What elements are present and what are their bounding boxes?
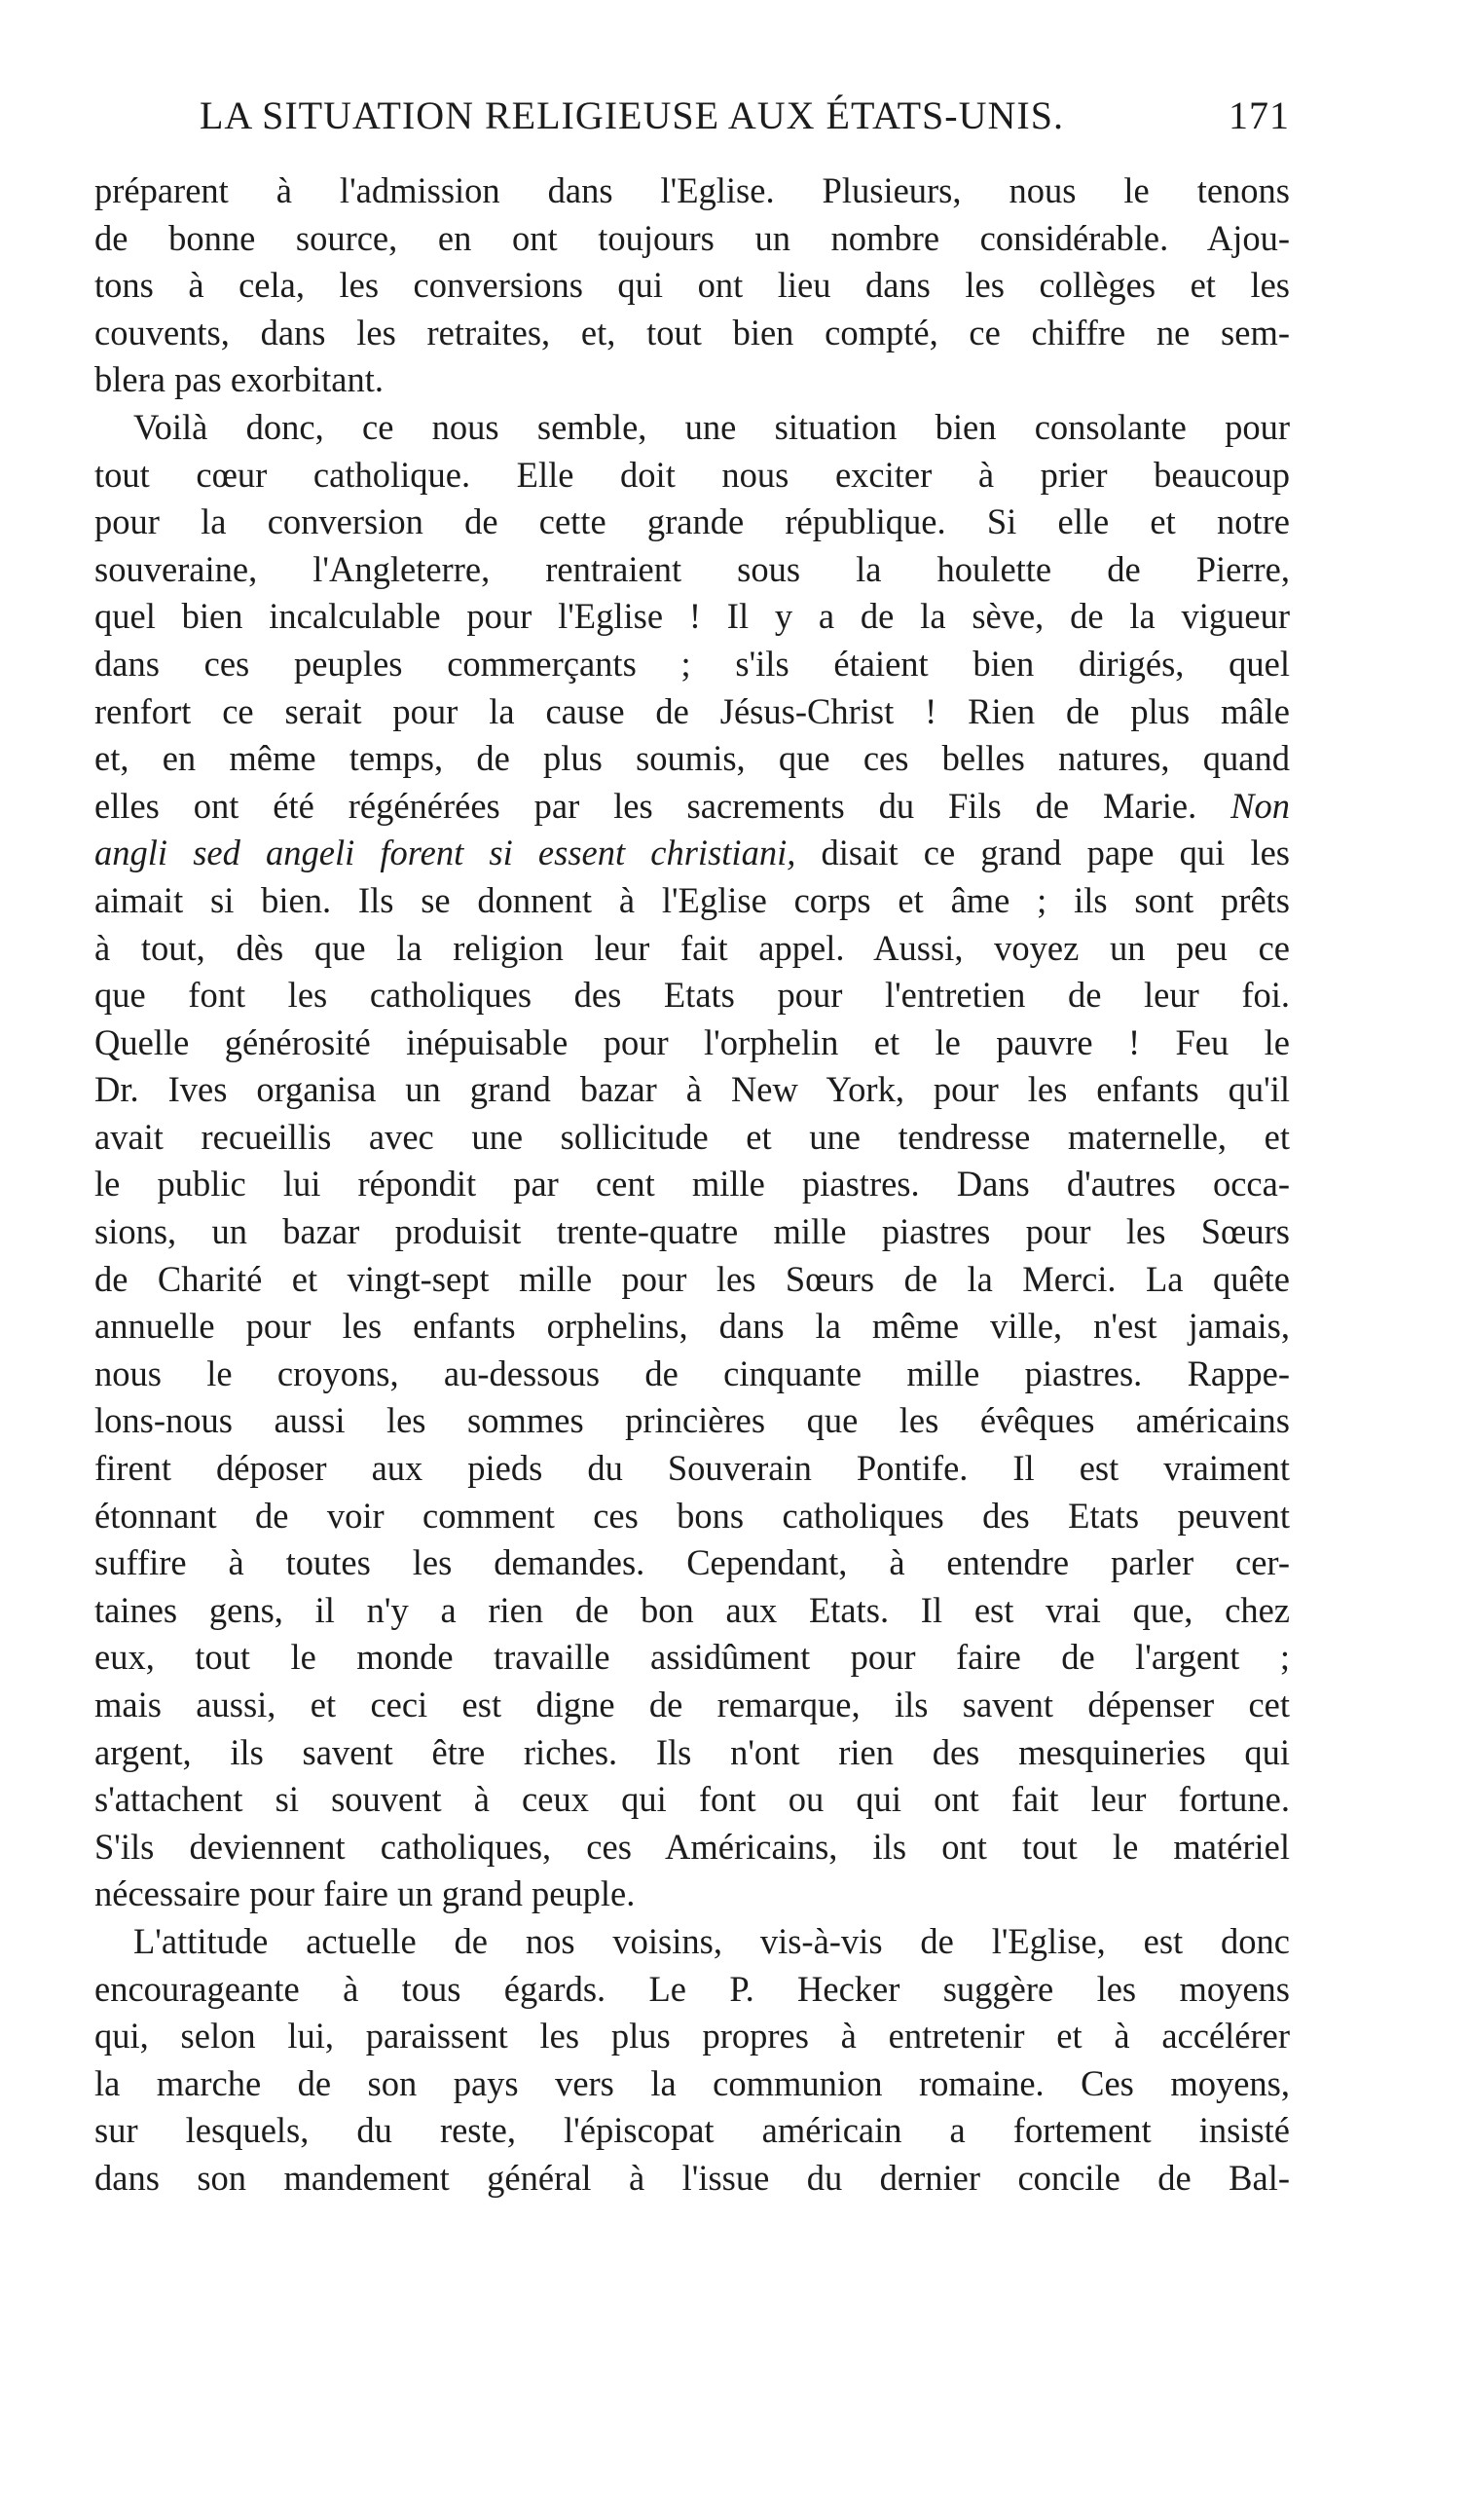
text-line: de bonne source, en ont toujours un nombre considérable. Ajou- — [94, 217, 1290, 258]
latin-quote: angli sed angeli forent si essent christiani, — [94, 833, 796, 873]
text-line: tout cœur catholique. Elle doit nous exciter à prier beaucoup — [94, 454, 1290, 495]
text-line: le public lui répondit par cent mille piastres. Dans d'autres occa- — [94, 1164, 1290, 1204]
page-number: 171 — [1229, 93, 1290, 137]
text-line: suffire à toutes les demandes. Cependant, à entendre parler cer- — [94, 1542, 1290, 1583]
running-header-title: LA SITUATION RELIGIEUSE AUX ÉTATS-UNIS. — [200, 93, 1064, 137]
text-line: renfort ce serait pour la cause de Jésus-Christ ! Rien de plus mâle — [94, 690, 1290, 731]
text-line: dans ces peuples commerçants ; s'ils étaient bien dirigés, quel — [94, 643, 1290, 684]
text-line: angli sed angeli forent si essent christiani, disait ce grand pape qui les — [94, 833, 1291, 873]
text-line: et, en même temps, de plus soumis, que ces belles natures, quand — [94, 738, 1290, 779]
text-line: étonnant de voir comment ces bons catholiques des Etats peuvent — [94, 1495, 1290, 1536]
text-line: préparent à l'admission dans l'Eglise. Plusieurs, nous le tenons — [94, 170, 1290, 210]
text-line: Quelle générosité inépuisable pour l'orphelin et le pauvre ! Feu le — [94, 1021, 1290, 1062]
text-line: eux, tout le monde travaille assidûment pour faire de l'argent ; — [94, 1637, 1290, 1678]
running-header — [200, 93, 1290, 151]
text-line: couvents, dans les retraites, et, tout bien compté, ce chiffre ne sem- — [94, 312, 1290, 352]
text-line: à tout, dès que la religion leur fait appel. Aussi, voyez un peu ce — [94, 927, 1290, 968]
text-line: pour la conversion de cette grande république. Si elle et notre — [94, 501, 1290, 542]
text-line: annuelle pour les enfants orphelins, dans la même ville, n'est jamais, — [94, 1306, 1290, 1347]
text-line: tons à cela, les conversions qui ont lieu dans les collèges et les — [94, 265, 1290, 306]
body-text — [94, 167, 1290, 2203]
text-line: sur lesquels, du reste, l'épiscopat américain a fortement insisté — [94, 2110, 1290, 2151]
text-line: firent déposer aux pieds du Souverain Pontife. Il est vraiment — [94, 1448, 1290, 1489]
text-line: sions, un bazar produisit trente-quatre mille piastres pour les Sœurs — [94, 1211, 1290, 1252]
text-line: aimait si bien. Ils se donnent à l'Eglise corps et âme ; ils sont prêts — [94, 879, 1290, 920]
text-line: Dr. Ives organisa un grand bazar à New York, pour les enfants qu'il — [94, 1069, 1290, 1110]
text-line: que font les catholiques des Etats pour l'entretien de leur foi. — [94, 975, 1290, 1016]
text-line: mais aussi, et ceci est digne de remarque, ils savent dépenser cet — [94, 1685, 1290, 1724]
text-line: quel bien incalculable pour l'Eglise ! Il y a de la sève, de la vigueur — [94, 596, 1290, 637]
text-line: dans son mandement général à l'issue du dernier concile de Bal- — [94, 2157, 1290, 2198]
text-line: avait recueillis avec une sollicitude et une tendresse maternelle, et — [94, 1116, 1290, 1157]
text-line: s'attachent si souvent à ceux qui font ou qui ont fait leur fortune. — [94, 1779, 1290, 1820]
latin-quote: Non — [1230, 785, 1290, 826]
text-line: encourageante à tous égards. Le P. Hecker suggère les moyens — [94, 1968, 1290, 2009]
text-line: de Charité et vingt-sept mille pour les Sœurs de la Merci. La quête — [94, 1258, 1290, 1299]
text-line: la marche de son pays vers la communion romaine. Ces moyens, — [94, 2062, 1290, 2103]
text-line: blera pas exorbitant. — [94, 359, 384, 400]
text-line: elles ont été régénérées par les sacrements du Fils de Marie. Non — [94, 785, 1290, 826]
text-line: lons-nous aussi les sommes princières que les évêques américains — [94, 1400, 1290, 1441]
text-line: S'ils deviennent catholiques, ces Américains, ils ont tout le matériel — [94, 1826, 1290, 1867]
text-line: argent, ils savent être riches. Ils n'ont rien des mesquineries qui — [94, 1731, 1290, 1772]
text-line: L'attitude actuelle de nos voisins, vis-à-vis de l'Eglise, est donc — [133, 1920, 1290, 1961]
text-line: taines gens, il n'y a rien de bon aux Etats. Il est vrai que, chez — [94, 1589, 1290, 1630]
text-line: Voilà donc, ce nous semble, une situation bien consolante pour — [133, 406, 1290, 447]
text-line: nous le croyons, au-dessous de cinquante mille piastres. Rappe- — [94, 1353, 1290, 1393]
text-line: souveraine, l'Angleterre, rentraient sous la houlette de Pierre, — [94, 548, 1290, 589]
text-line: qui, selon lui, paraissent les plus propres à entretenir et à accélérer — [94, 2016, 1290, 2057]
text-line: nécessaire pour faire un grand peuple. — [94, 1873, 636, 1914]
